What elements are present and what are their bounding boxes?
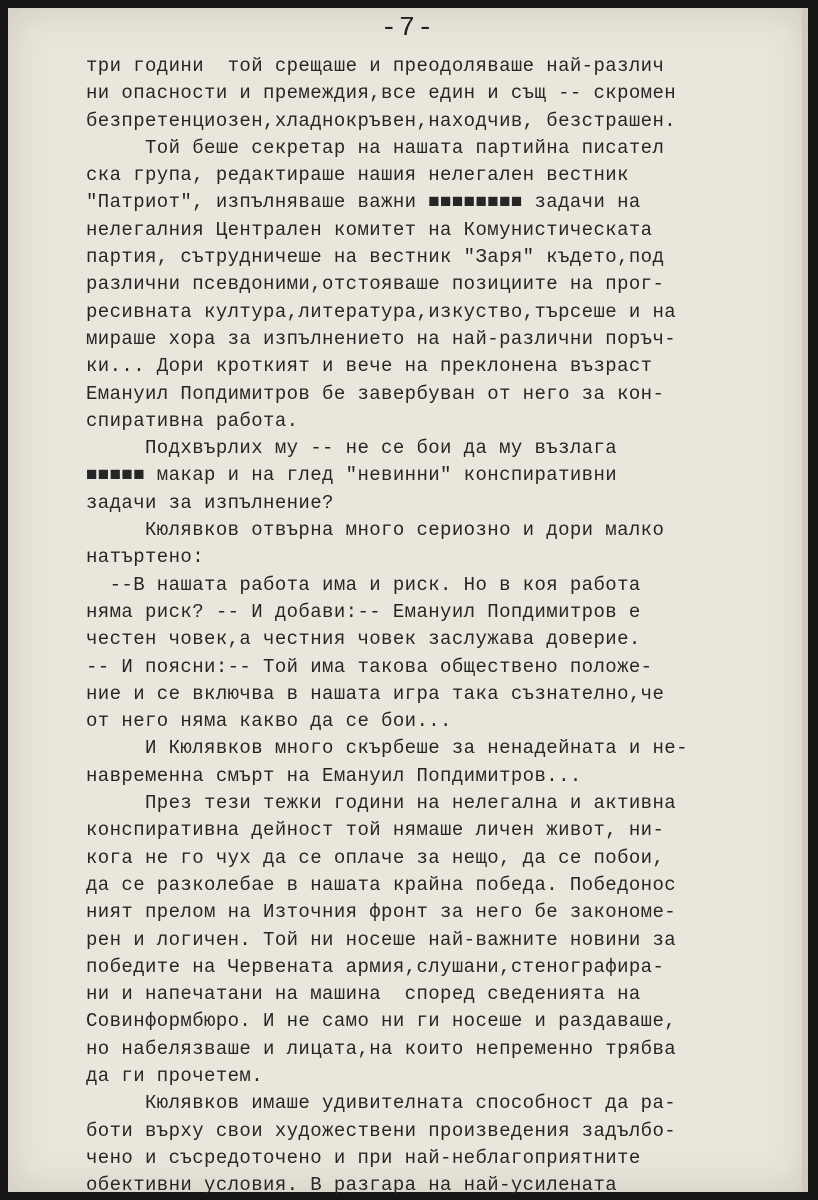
text-line: рен и логичен. Той ни носеше най-важните новини за (86, 928, 677, 951)
text-line: от него няма какво да се бои... (86, 710, 452, 733)
text-line: "Патриот", изпълняваше важни ■■■■■■■■ задачи на (86, 191, 641, 214)
text-line: Подхвърлих му -- не се бои да му възлага (86, 437, 618, 460)
text-line: победите на Червената армия,слушани,стенографира- (86, 955, 665, 978)
page-number: -7- (380, 14, 436, 44)
text-line: да ги прочетем. (86, 1064, 264, 1087)
text-line: ки... Дори кроткият и вече на преклонена възраст (86, 355, 653, 378)
text-line: но набелязваше и лицата,на които непременно трябва (86, 1037, 677, 1060)
text-line: различни псевдоними,отстояваше позициите на прог- (86, 273, 665, 296)
text-line: задачи за изпълнение? (86, 491, 334, 514)
text-line: спиративна работа. (86, 409, 299, 432)
text-line: Той беше секретар на нашата партийна писател (86, 136, 665, 159)
text-line: партия, сътрудничеше на вестник "Заря" където,под (86, 246, 665, 269)
text-line: ни и напечатани на машина според сведенията на (86, 983, 641, 1006)
text-line: ние и се включва в нашата игра така съзнателно,че (86, 682, 665, 705)
text-line: честен човек,а честния човек заслужава доверие. (86, 628, 641, 651)
text-line: И Кюлявков много скърбеше за ненадейната и не- (86, 737, 688, 760)
text-line: обективни условия. В разгара на най-усилената (86, 1174, 618, 1197)
text-line: ■■■■■ макар и на глед "невинни" конспиративни (86, 464, 618, 487)
text-line: Емануил Попдимитров бе завербуван от него за кон- (86, 382, 665, 405)
text-line: конспиративна дейност той нямаше личен живот, ни- (86, 819, 665, 842)
text-line: ска група, редактираше нашия нелегален вестник (86, 164, 629, 187)
text-line: няма риск? -- И добави:-- Емануил Попдимитров е (86, 600, 641, 623)
text-line: -- И поясни:-- Той има такова обществено положе- (86, 655, 653, 678)
page-edge (802, 8, 808, 1192)
text-line: да се разколебае в нашата крайна победа. Победонос (86, 873, 677, 896)
text-line: три години той срещаше и преодоляваше най-различ (86, 55, 665, 77)
text-line: натъртено: (86, 546, 205, 569)
text-line: безпретенциозен,хладнокръвен,находчив, безстрашен. (86, 109, 677, 132)
text-line: ният прелом на Източния фронт за него бе закономе- (86, 901, 677, 924)
text-line: навременна смърт на Емануил Попдимитров... (86, 764, 582, 787)
text-line: мираше хора за изпълнението на най-различни поръч- (86, 327, 677, 350)
text-line: През тези тежки години на нелегална и активна (86, 792, 677, 815)
text-line: --В нашата работа има и риск. Но в коя работа (86, 573, 641, 596)
text-line: Кюлявков отвърна много сериозно и дори малко (86, 519, 665, 542)
text-line: ресивната култура,литература,изкуство,търсеше и на (86, 300, 677, 323)
text-line: кога не го чух да се оплаче за нещо, да се побои, (86, 846, 665, 869)
text-line: ни опасности и премеждия,все един и същ -- скромен (86, 82, 677, 105)
text-line: Кюлявков имаше удивителната способност да ра- (86, 1092, 677, 1115)
document-page (8, 8, 808, 1197)
typewritten-text (86, 53, 798, 1199)
text-line: Совинформбюро. И не само ни ги носеше и раздаваше, (86, 1010, 677, 1033)
text-line: чено и съсредоточено и при най-неблагоприятните (86, 1146, 641, 1169)
text-line: нелегалния Централен комитет на Комунистическата (86, 218, 653, 241)
text-line: боти върху свои художествени произведения задълбо- (86, 1119, 677, 1142)
